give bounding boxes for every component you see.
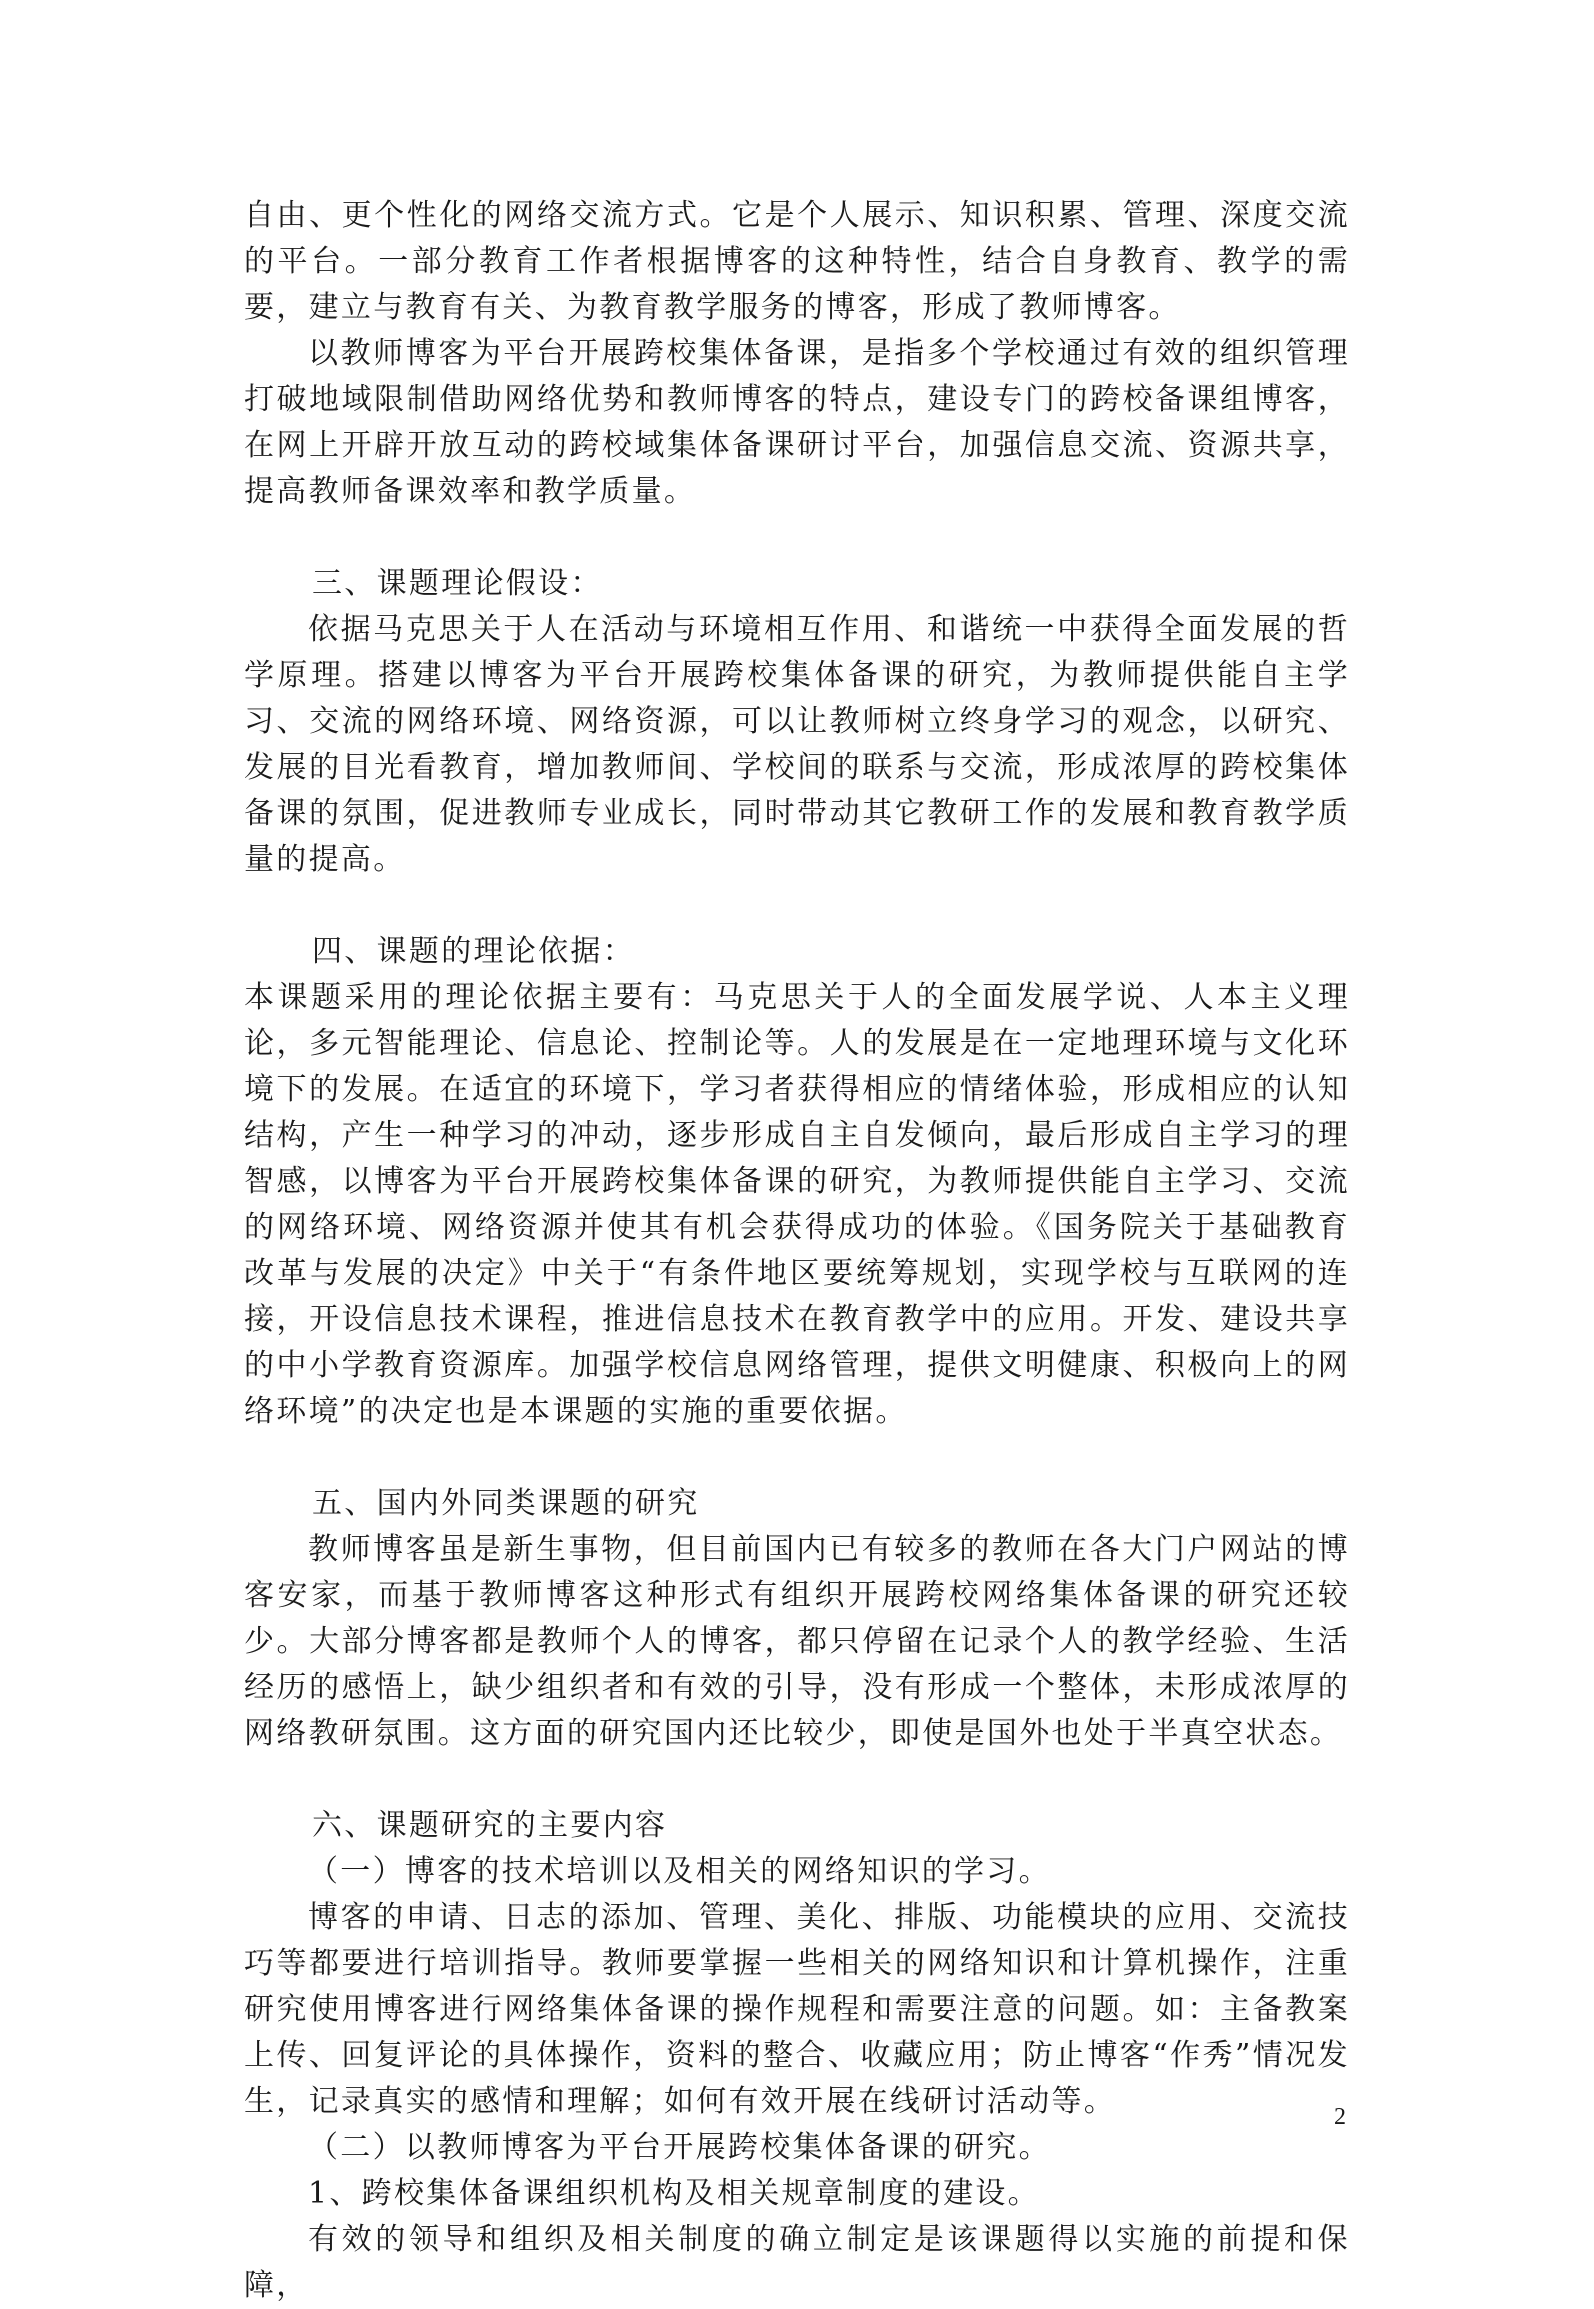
paragraph-cross-school-preparation: 以教师博客为平台开展跨校集体备课，是指多个学校通过有效的组织管理打破地域限制借助网络优势和教师博客的特点，建设专门的跨校备课组博客，在网上开辟开放互动的跨校域集体备课研讨平台，加强信息交流、资源共享，提高教师备课效率和教学质量。 — [244, 336, 1350, 509]
paragraph-leadership-organization: 有效的领导和组织及相关制度的确立制定是该课题得以实施的前提和保障， — [244, 2222, 1350, 2303]
subheading-organization-rules: 1、跨校集体备课组织机构及相关规章制度的建设。 — [308, 2176, 1040, 2211]
document-body — [244, 193, 1350, 2309]
paragraph-related-research: 教师博客虽是新生事物，但目前国内已有较多的教师在各大门户网站的博客安家，而基于教师博客这种形式有组织开展跨校网络集体备课的研究还较少。大部分博客都是教师个人的博客，都只停留在记录个人的教学经验、生活经历的感悟上，缺少组织者和有效的引导，没有形成一个整体，未形成浓厚的网络教研氛围。这方面的研究国内还比较少，即使是国外也处于半真空状态。 — [244, 1532, 1350, 1751]
paragraph-theoretical-basis: 本课题采用的理论依据主要有：马克思关于人的全面发展学说、人本主义理论，多元智能理论、信息论、控制论等。人的发展是在一定地理环境与文化环境下的发展。在适宜的环境下，学习者获得相应的情绪体验，形成相应的认知结构，产生一种学习的冲动，逐步形成自主自发倾向，最后形成自主学习的理智感，以博客为平台开展跨校集体备课的研究，为教师提供能自主学习、交流的网络环境、网络资源并使其有机会获得成功的体验。《国务院关于基础教育改革与发展的决定》中关于“有条件地区要统筹规划，实现学校与互联网的连接，开设信息技术课程，推进信息技术在教育教学中的应用。开发、建设共享的中小学教育资源库。加强学校信息网络管理，提供文明健康、积极向上的网络环境”的决定也是本课题的实施的重要依据。 — [244, 980, 1350, 1429]
heading-theoretical-basis: 四、课题的理论依据： — [312, 934, 635, 969]
paragraph-theoretical-hypothesis: 依据马克思关于人在活动与环境相互作用、和谐统一中获得全面发展的哲学原理。搭建以博客为平台开展跨校集体备课的研究，为教师提供能自主学习、交流的网络环境、网络资源，可以让教师树立终身学习的观念，以研究、发展的目光看教育，增加教师间、学校间的联系与交流，形成浓厚的跨校集体备课的氛围，促进教师专业成长，同时带动其它教研工作的发展和教育教学质量的提高。 — [244, 612, 1350, 877]
heading-main-content: 六、课题研究的主要内容 — [312, 1808, 668, 1843]
heading-theoretical-hypothesis: 三、课题理论假设： — [312, 566, 603, 601]
paragraph-blog-training: 博客的申请、日志的添加、管理、美化、排版、功能模块的应用、交流技巧等都要进行培训指导。教师要掌握一些相关的网络知识和计算机操作，注重研究使用博客进行网络集体备课的操作规程和需要注意的问题。如：主备教案上传、回复评论的具体操作，资料的整合、收藏应用；防止博客“作秀”情况发生，记录真实的感情和理解；如何有效开展在线研讨活动等。 — [244, 1900, 1350, 2119]
paragraph-blog-definition: 自由、更个性化的网络交流方式。它是个人展示、知识积累、管理、深度交流的平台。一部分教育工作者根据博客的这种特性，结合自身教育、教学的需要，建立与教育有关、为教育教学服务的博客，形成了教师博客。 — [244, 198, 1350, 325]
page-number: 2 — [1334, 2104, 1346, 2130]
heading-related-research: 五、国内外同类课题的研究 — [312, 1486, 700, 1521]
subheading-blog-training: （一）博客的技术培训以及相关的网络知识的学习。 — [308, 1854, 1051, 1889]
subheading-cross-school-research: （二）以教师博客为平台开展跨校集体备课的研究。 — [308, 2130, 1051, 2165]
